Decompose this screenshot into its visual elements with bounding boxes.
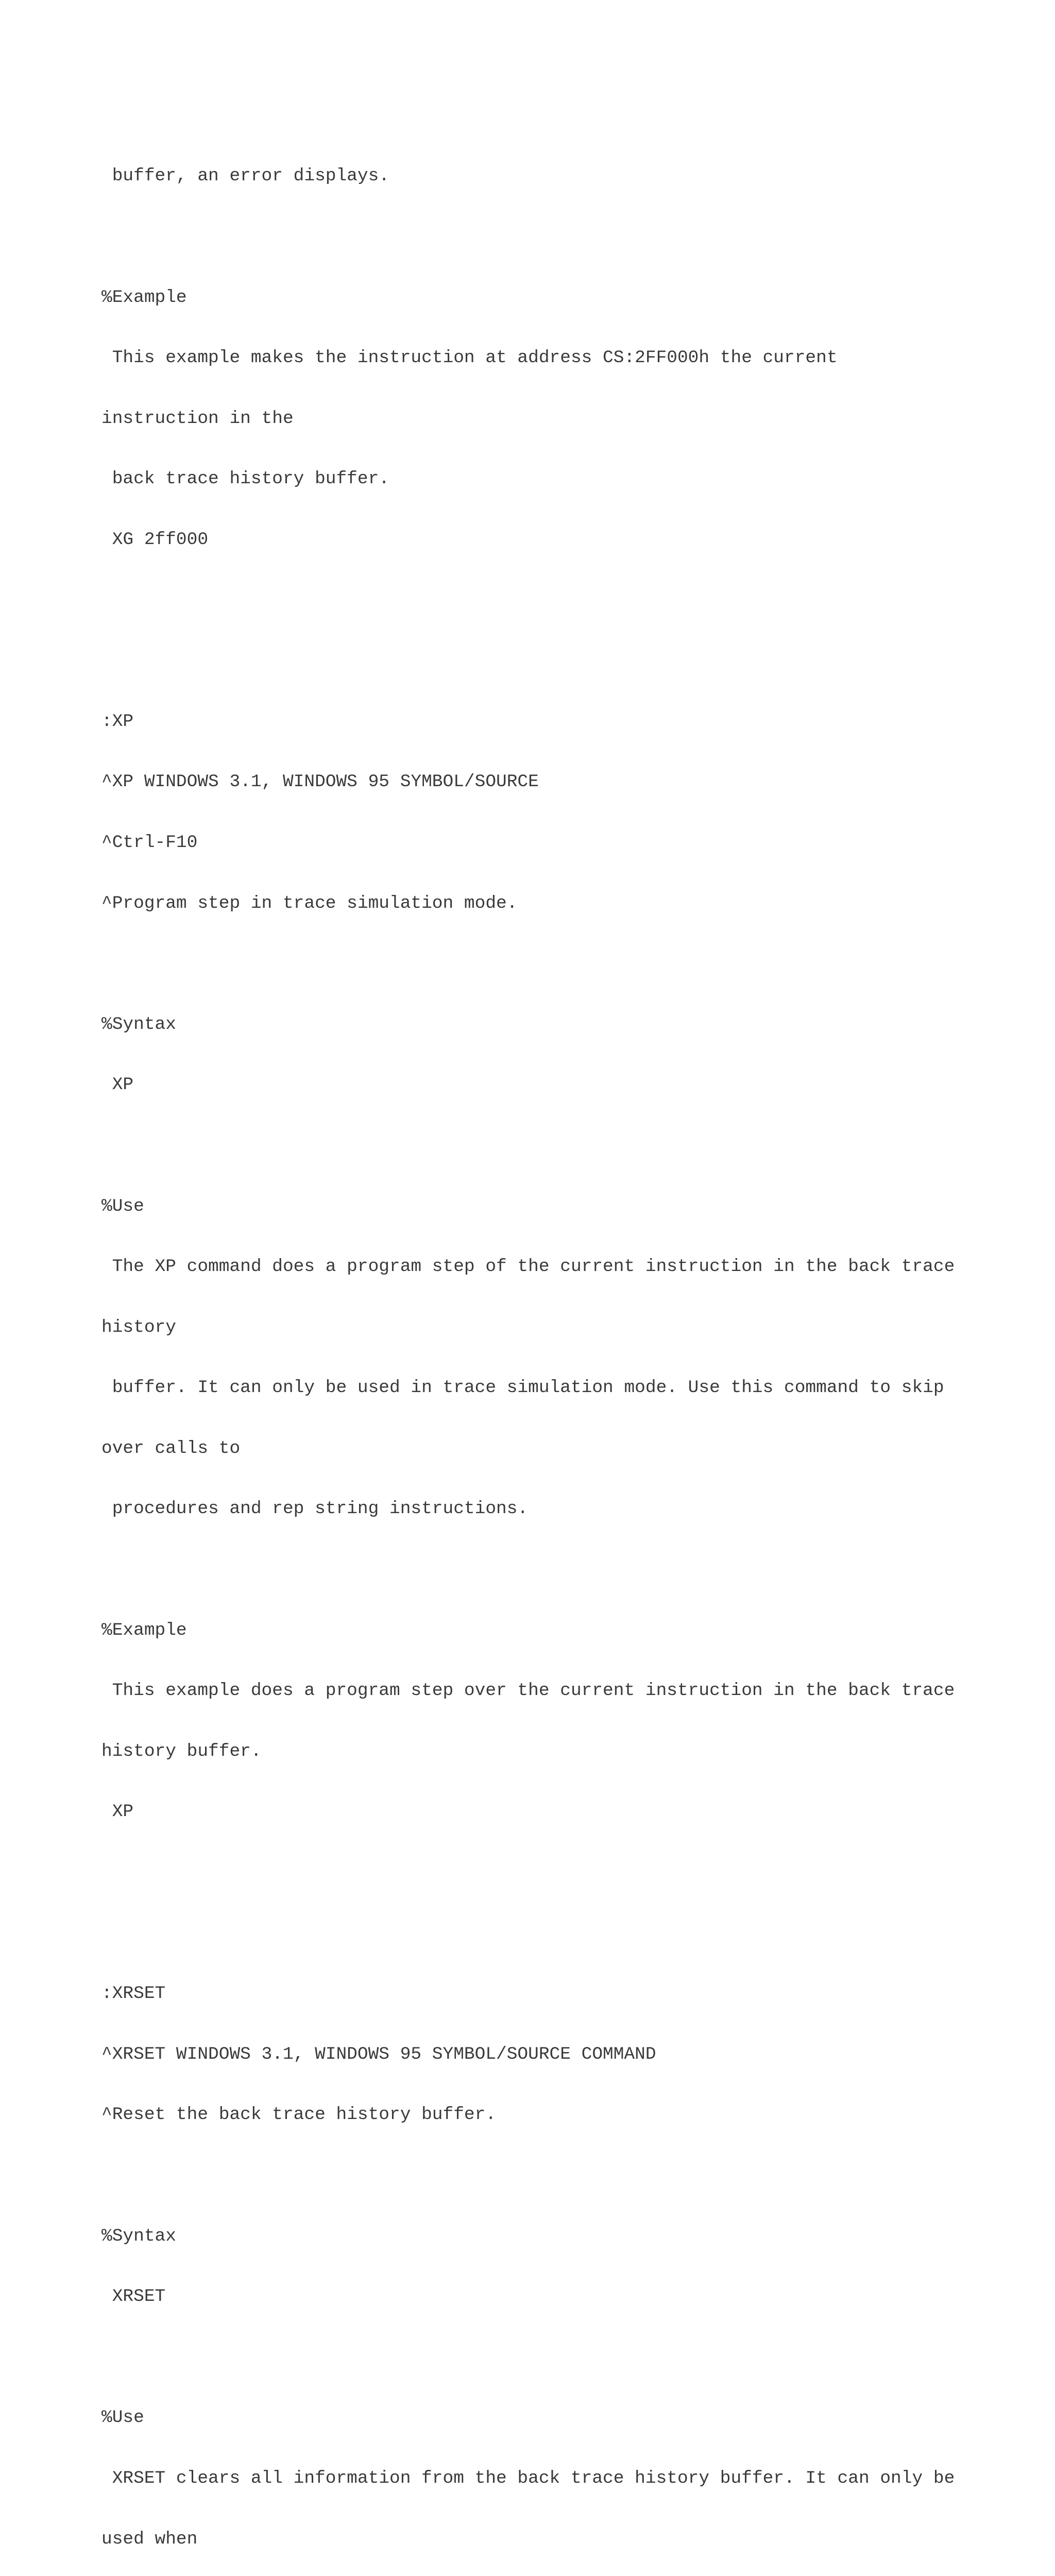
code-line: XP [101,1802,134,1822]
section-heading: %Use [101,1196,144,1216]
section-heading: %Syntax [101,1014,176,1035]
command-title: ^XRSET WINDOWS 3.1, WINDOWS 95 SYMBOL/SOURCE COMMAND [101,2044,656,2064]
command-shortcut: ^Ctrl-F10 [101,832,198,853]
command-title: ^XP WINDOWS 3.1, WINDOWS 95 SYMBOL/SOURCE [101,772,539,792]
command-id: :XP [101,711,134,732]
text-line: buffer, an error displays. [101,166,389,187]
blank-line [101,1560,1039,1580]
blank-line [101,2347,1039,2367]
text-line: used when [101,2529,198,2549]
text-line: history [101,1317,176,1337]
blank-line [101,1136,1039,1156]
blank-line [101,227,1039,247]
text-line: back trace history buffer. [101,469,389,489]
blank-line [101,590,1039,611]
text-line: This example makes the instruction at address CS:2FF000h the current [101,348,838,368]
command-description: ^Program step in trace simulation mode. [101,893,518,913]
blank-line [101,651,1039,671]
text-line: history buffer. [101,1741,262,1761]
section-heading: %Syntax [101,2226,176,2246]
blank-line [101,1923,1039,1943]
text-line: This example does a program step over the current instruction in the back trace [101,1681,955,1701]
text-line: The XP command does a program step of the current instruction in the back trace [101,1257,955,1277]
text-line: procedures and rep string instructions. [101,1499,529,1519]
code-line: XP [101,1075,134,1095]
text-line: buffer. It can only be used in trace simulation mode. Use this command to skip [101,1378,944,1398]
text-line: XRSET clears all information from the back trace history buffer. It can only be [101,2468,955,2488]
blank-line [101,1862,1039,1883]
command-description: ^Reset the back trace history buffer. [101,2105,497,2125]
document-page [101,126,1039,2576]
section-heading: %Use [101,2408,144,2428]
code-line: XRSET [101,2286,166,2307]
command-id: :XRSET [101,1984,166,2004]
text-line: instruction in the [101,408,294,429]
text-line: over calls to [101,1438,241,1459]
blank-line [101,954,1039,974]
code-line: XG 2ff000 [101,529,209,550]
section-heading: %Example [101,1620,187,1640]
blank-line [101,2165,1039,2185]
section-heading: %Example [101,287,187,308]
